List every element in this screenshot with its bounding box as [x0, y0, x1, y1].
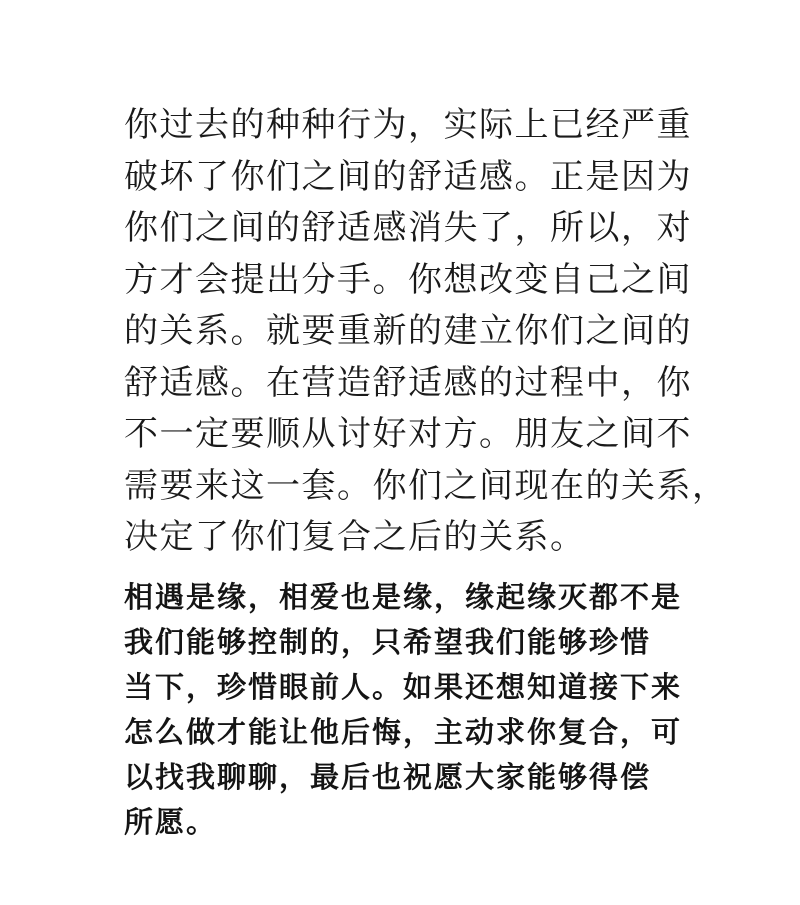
article-paragraph-1 [124, 100, 728, 564]
paragraph-line: 我们能够控制的，只希望我们能够珍惜 [124, 625, 652, 659]
paragraph-line: 的关系。就要重新的建立你们之间的 [124, 311, 692, 351]
paragraph-line: 不一定要顺从讨好对方。朋友之间不 [124, 414, 692, 454]
paragraph-line: 舒适感。在营造舒适感的过程中，你 [124, 362, 692, 403]
paragraph-line: 决定了你们复合之后的关系。 [124, 517, 586, 557]
paragraph-line: 你们之间的舒适感消失了，所以，对 [124, 208, 692, 248]
paragraph-line: 你过去的种种行为，实际上已经严重 [124, 105, 692, 145]
paragraph-line: 所愿。 [124, 805, 218, 839]
article-paragraph-2 [124, 575, 714, 845]
paragraph-line: 需要来这一套。你们之间现在的关系， [124, 465, 728, 506]
paragraph-line: 破坏了你们之间的舒适感。正是因为 [124, 156, 692, 197]
paragraph-line: 以找我聊聊，最后也祝愿大家能够得偿 [124, 760, 652, 794]
paragraph-line: 方才会提出分手。你想改变自己之间 [124, 259, 692, 300]
paragraph-line: 相遇是缘，相爱也是缘，缘起缘灭都不是 [124, 580, 683, 614]
paragraph-line: 怎么做才能让他后悔，主动求你复合，可 [124, 715, 683, 749]
paragraph-line: 当下，珍惜眼前人。如果还想知道接下来 [124, 670, 683, 704]
